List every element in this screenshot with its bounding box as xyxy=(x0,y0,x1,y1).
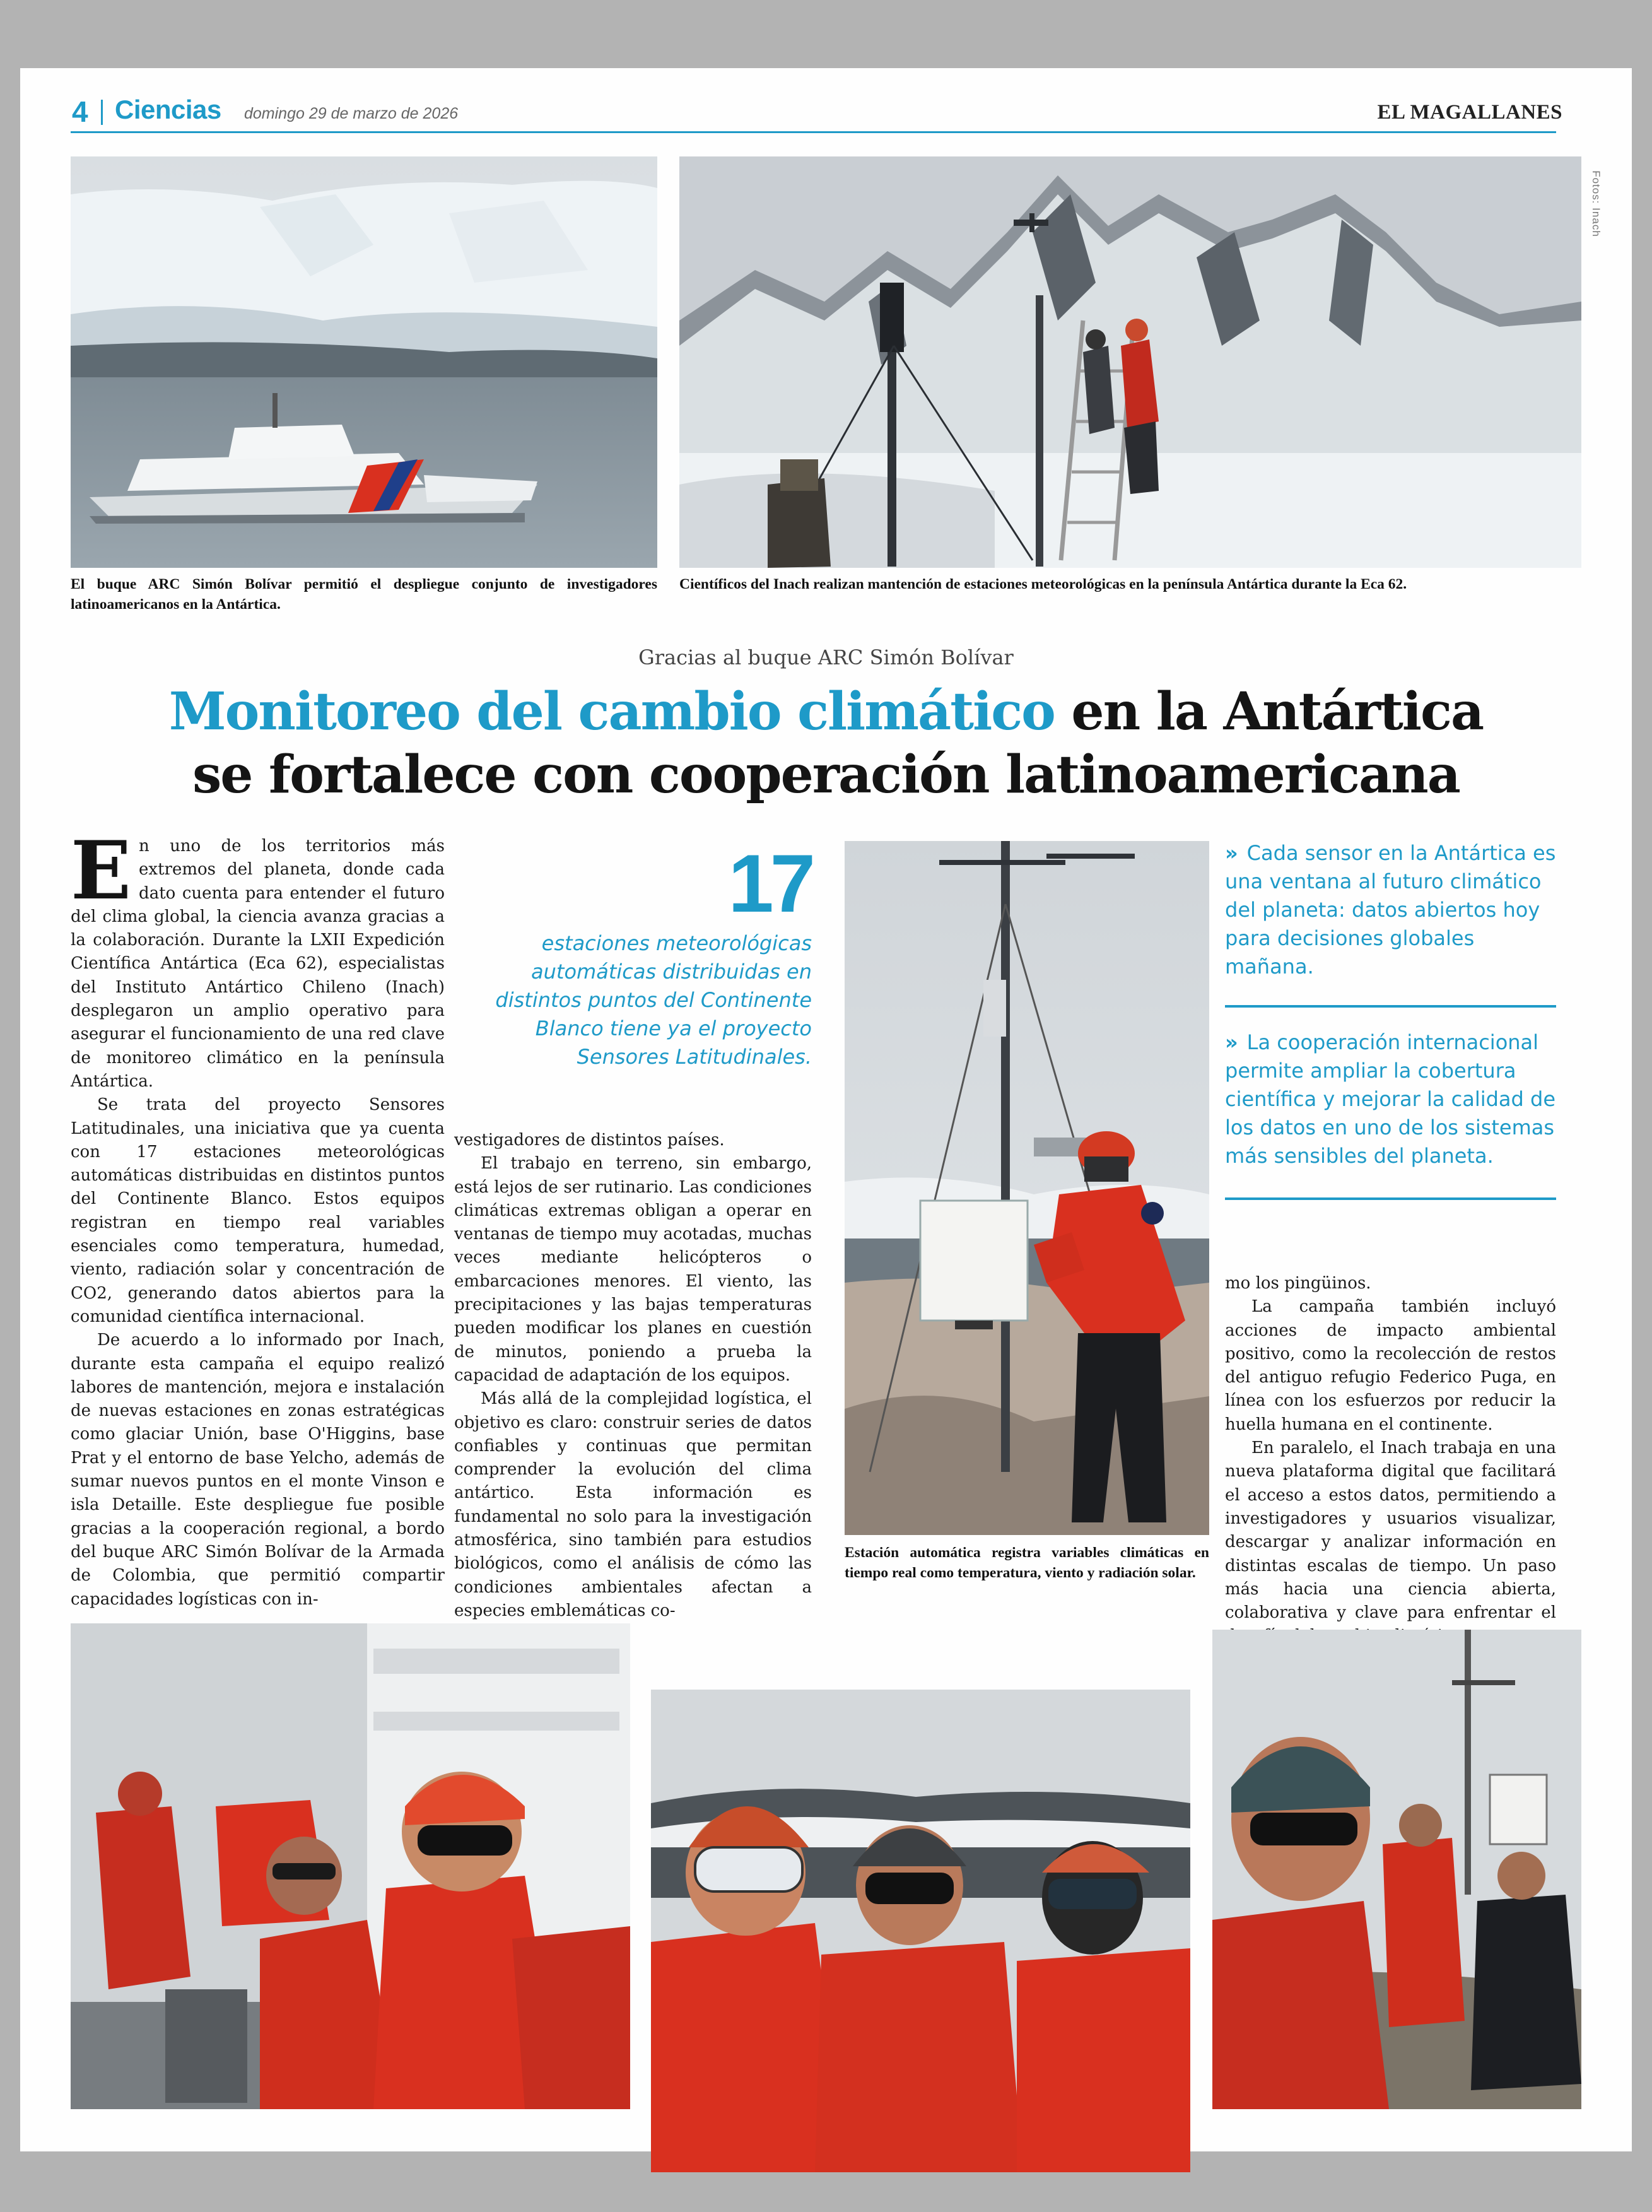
page-number: 4 xyxy=(72,95,88,128)
article-paragraph: El trabajo en terreno, sin embargo, está lejos de ser rutinario. Las condiciones climáticas extremas obligan a operar en ventanas de tiempo muy acotadas, muchas veces mediante helicópteros o embarcaciones menores. El viento, las precipitaciones y las bajas temperaturas pueden modificar los planes en cuestión de minutos, poniendo a prueba la capacidad de adaptación de los equipos. xyxy=(454,1154,812,1385)
photo-credit: Fotos: Inach xyxy=(1590,170,1602,237)
station-photo xyxy=(845,841,1209,1535)
pull-quote-1: » Cada sensor en la Antártica es una ventana al futuro climático del planeta: datos abiertos hoy para decisiones globales mañana. xyxy=(1225,841,1556,979)
header-rule xyxy=(71,131,1556,133)
stat-number: 17 xyxy=(728,837,812,929)
team-helmets-photo xyxy=(651,1690,1190,2172)
article-column-1 xyxy=(71,824,445,1611)
drop-cap: E xyxy=(71,824,132,917)
station-caption: Estación automática registra variables climáticas en tiempo real como temperatura, viento y radiación solar. xyxy=(845,1544,1209,1581)
header-divider xyxy=(101,100,103,125)
newspaper-name: EL MAGALLANES xyxy=(1377,101,1562,124)
ship-caption: El buque ARC Simón Bolívar permitió el despliegue conjunto de investigadores latinoamericanos en la Antártica. xyxy=(71,576,657,613)
headline-highlight: Monitoreo del cambio climático xyxy=(168,681,1055,742)
quote-divider xyxy=(1225,1005,1556,1008)
headline xyxy=(20,680,1632,806)
article-paragraph: De acuerdo a lo informado por Inach, durante esta campaña el equipo realizó labores de mantención, mejora e instalación de nuevas estaciones en zonas estratégicas como glaciar Unión, base O'Higgins, base Prat y el entorno de base Yelcho, además de sumar nuevos puntos en el monte Vinson e isla Detaille. Este despliegue fue posible gracias a la cooperación regional, a bordo del buque ARC Simón Bolívar de la Armada de Colombia, que permitió compartir capacidades logísticas con in- xyxy=(71,1331,445,1609)
team-boat-photo xyxy=(71,1623,630,2109)
article-column-4 xyxy=(1225,1272,1556,1649)
quote-arrow-icon: » xyxy=(1225,841,1238,865)
headline-line2: se fortalece con cooperación latinoamericana xyxy=(192,744,1460,805)
stat-text: estaciones meteorológicas automáticas distribuidas en distintos puntos del Continente Blanco tiene ya el proyecto Sensores Latitudinales. xyxy=(495,931,812,1069)
article-paragraph: Se trata del proyecto Sensores Latitudinales, una iniciativa que ya cuenta con 17 estaciones meteorológicas automáticas distribuidas en distintos puntos del Continente Blanco. Estos equipos registran en tiempo real variables esenciales como temperatura, humedad, viento, radiación solar y concentración de CO2, generando datos abiertos para la comunidad científica internacional. xyxy=(71,1095,445,1326)
article-paragraph: Más allá de la complejidad logística, el objetivo es claro: construir series de datos confiables y continuas que permitan comprender la evolución del clima antártico. Esta información es fundamental no solo para la investigación atmosférica, sino también para estudios biológicos, como el análisis de cómo las condiciones ambientales afectan a especies emblemáticas co- xyxy=(454,1389,812,1620)
ship-photo xyxy=(71,156,657,568)
article-paragraph: En uno de los territorios más extremos del planeta, donde cada dato cuenta para entender el futuro del clima global, la ciencia avanza gracias a la colaboración. Durante la LXII Expedición Científica Antártica (Eca 62), especialistas del Instituto Antártico Chileno (Inach) desplegaron un amplio operativo para asegurar el funcionamiento de una red clave de monitoreo climático en la península Antártica. xyxy=(71,824,445,1091)
quote-arrow-icon: » xyxy=(1225,1030,1238,1054)
article-paragraph: mo los pingüinos. xyxy=(1225,1274,1371,1293)
scientists-photo xyxy=(679,156,1581,568)
team-station-photo xyxy=(1212,1630,1581,2109)
scientists-caption: Científicos del Inach realizan mantención de estaciones meteorológicas en la península Antártica durante la Eca 62. xyxy=(679,576,1407,592)
kicker: Gracias al buque ARC Simón Bolívar xyxy=(638,645,1014,669)
article-paragraph: vestigadores de distintos países. xyxy=(454,1131,725,1150)
pull-quote-2: » La cooperación internacional permite ampliar la cobertura científica y mejorar la calidad de los datos en uno de los sistemas más sensibles del planeta. xyxy=(1225,1030,1556,1168)
article-paragraph: En paralelo, el Inach trabaja en una nueva plataforma digital que facilitará el acceso a estos datos, permitiendo a investigadores y usuarios visualizar, descargar y analizar información en distintas escalas de tiempo. Un paso más hacia una ciencia abierta, colaborativa y clave para enfrentar el xyxy=(1225,1438,1556,1623)
section-title: Ciencias xyxy=(115,95,221,124)
article-paragraph: La campaña también incluyó acciones de impacto ambiental positivo, como la recolección de restos del antiguo refugio Federico Puga, en línea con los esfuerzos por reducir la huella humana en el continente. xyxy=(1225,1297,1556,1434)
issue-date: domingo 29 de marzo de 2026 xyxy=(244,105,459,122)
newspaper-page xyxy=(20,68,1632,2151)
quote-divider xyxy=(1225,1197,1556,1200)
headline-line1-rest: en la Antártica xyxy=(1054,681,1484,742)
article-column-2 xyxy=(454,1129,812,1623)
